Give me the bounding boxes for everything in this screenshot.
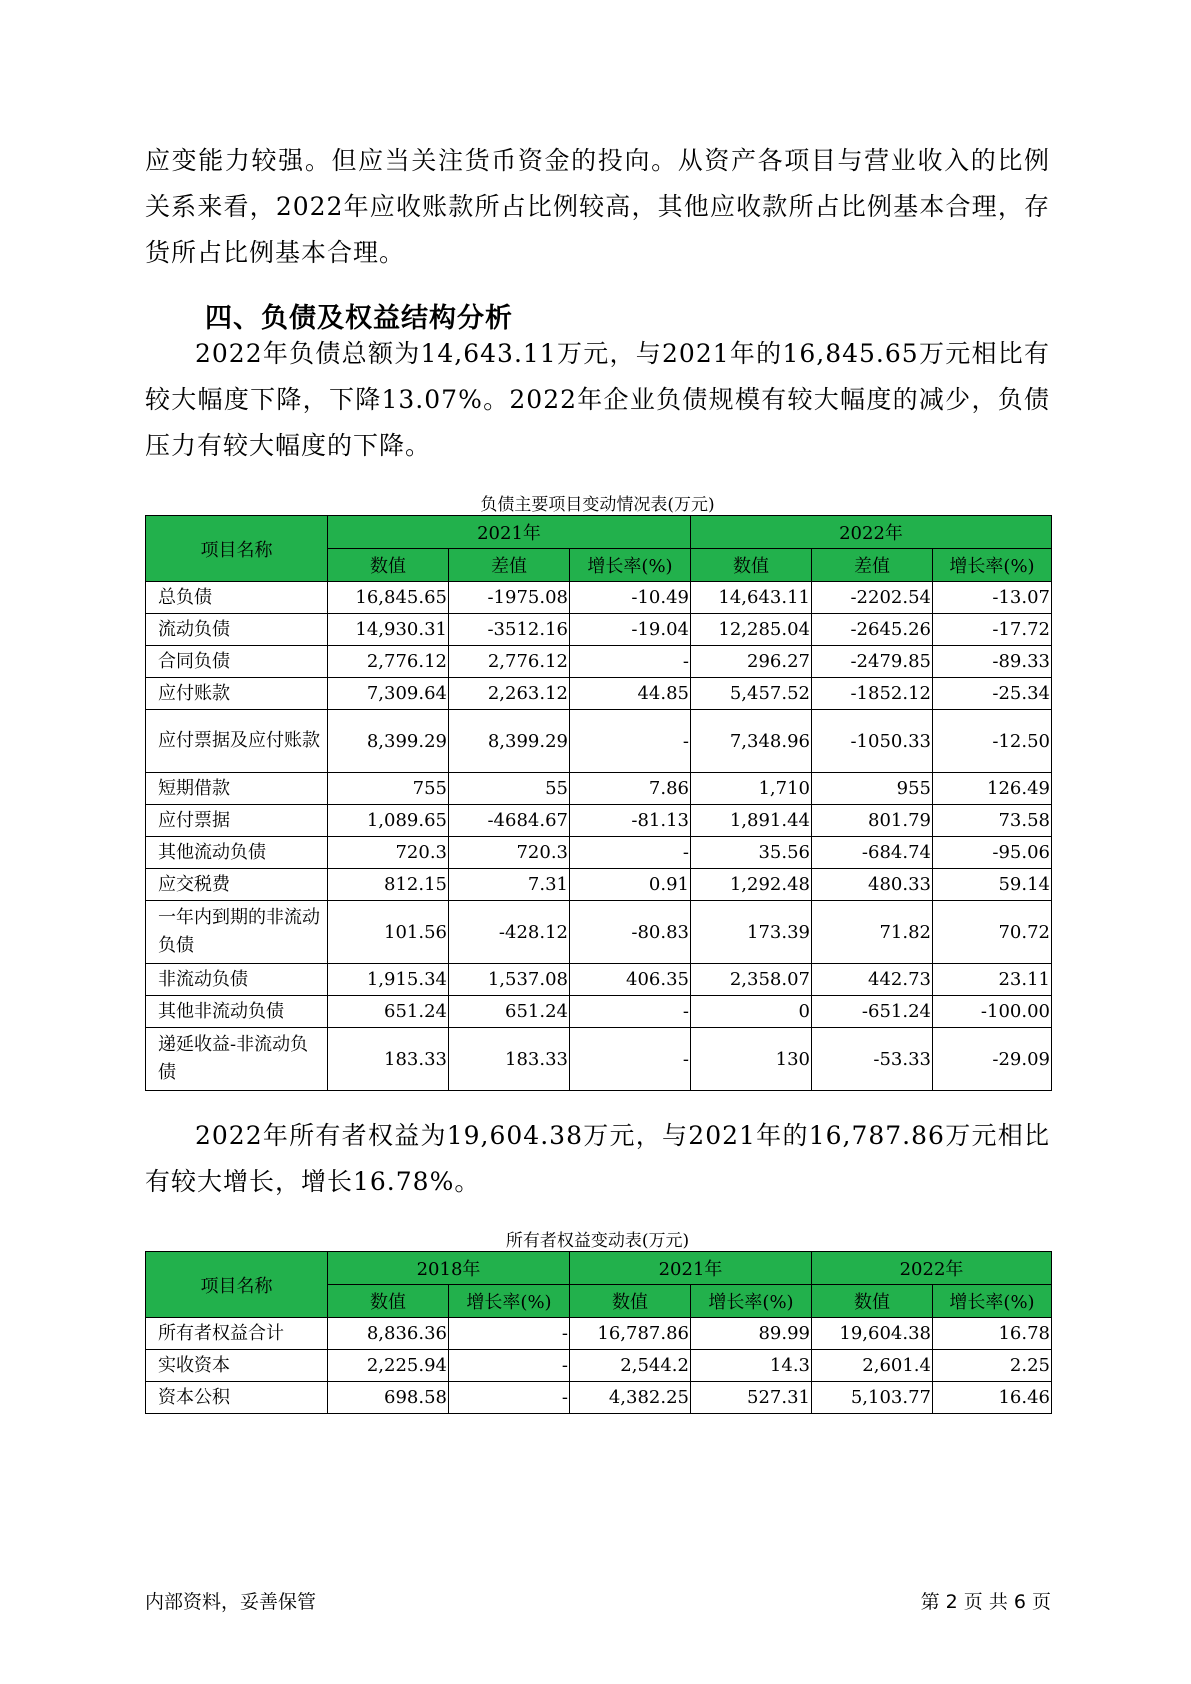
table-cell: - bbox=[449, 1350, 570, 1382]
table-cell: 296.27 bbox=[691, 646, 812, 678]
table-cell: 7,309.64 bbox=[328, 678, 449, 710]
table-cell: - bbox=[570, 837, 691, 869]
row-label: 所有者权益合计 bbox=[146, 1318, 328, 1350]
sub-header: 差值 bbox=[449, 549, 570, 582]
table-cell: 527.31 bbox=[691, 1382, 812, 1414]
row-label: 非流动负债 bbox=[146, 964, 328, 996]
table-cell: 1,915.34 bbox=[328, 964, 449, 996]
liability-paragraph: 2022年负债总额为14,643.11万元，与2021年的16,845.65万元相比有较大幅度下降，下降13.07%。2022年企业负债规模有较大幅度的减少，负债压力有较大幅度的下降。 bbox=[145, 339, 1050, 460]
row-label: 应付票据及应付账款 bbox=[146, 710, 328, 773]
sub-header: 增长率(%) bbox=[933, 549, 1052, 582]
table-cell: -1852.12 bbox=[812, 678, 933, 710]
table-cell: 720.3 bbox=[328, 837, 449, 869]
footer-page-number: 第 2 页 共 6 页 bbox=[920, 1591, 1051, 1613]
table-cell: 59.14 bbox=[933, 869, 1052, 901]
table-cell: - bbox=[570, 646, 691, 678]
table-cell: -89.33 bbox=[933, 646, 1052, 678]
table-cell: -25.34 bbox=[933, 678, 1052, 710]
row-label: 资本公积 bbox=[146, 1382, 328, 1414]
table-cell: 698.58 bbox=[328, 1382, 449, 1414]
table-row bbox=[146, 837, 1052, 869]
sub-header: 增长率(%) bbox=[691, 1285, 812, 1318]
table-cell: 442.73 bbox=[812, 964, 933, 996]
table-row bbox=[146, 805, 1052, 837]
name-header: 项目名称 bbox=[146, 1252, 328, 1318]
table-cell: 480.33 bbox=[812, 869, 933, 901]
row-label: 应付票据 bbox=[146, 805, 328, 837]
table-cell: 2,544.2 bbox=[570, 1350, 691, 1382]
sub-header: 数值 bbox=[691, 549, 812, 582]
sub-header: 数值 bbox=[570, 1285, 691, 1318]
table-cell: 2,601.4 bbox=[812, 1350, 933, 1382]
table-row bbox=[146, 996, 1052, 1028]
table-cell: - bbox=[449, 1382, 570, 1414]
table-cell: -19.04 bbox=[570, 614, 691, 646]
table-row bbox=[146, 678, 1052, 710]
year-header: 2022年 bbox=[812, 1252, 1052, 1285]
row-label: 总负债 bbox=[146, 582, 328, 614]
table-row bbox=[146, 869, 1052, 901]
table-cell: -651.24 bbox=[812, 996, 933, 1028]
table-cell: 651.24 bbox=[449, 996, 570, 1028]
table-cell: -3512.16 bbox=[449, 614, 570, 646]
table-cell: 1,891.44 bbox=[691, 805, 812, 837]
table-cell: 14,930.31 bbox=[328, 614, 449, 646]
row-label: 一年内到期的非流动负债 bbox=[146, 901, 328, 964]
table-cell: 812.15 bbox=[328, 869, 449, 901]
table-cell: - bbox=[449, 1318, 570, 1350]
table-cell: -29.09 bbox=[933, 1028, 1052, 1091]
table-cell: 70.72 bbox=[933, 901, 1052, 964]
row-label: 合同负债 bbox=[146, 646, 328, 678]
table-cell: 16,845.65 bbox=[328, 582, 449, 614]
table-cell: -2645.26 bbox=[812, 614, 933, 646]
table-cell: 2,225.94 bbox=[328, 1350, 449, 1382]
table-cell: 173.39 bbox=[691, 901, 812, 964]
table-cell: 755 bbox=[328, 773, 449, 805]
table-row bbox=[146, 773, 1052, 805]
table-row bbox=[146, 614, 1052, 646]
table-cell: 0 bbox=[691, 996, 812, 1028]
table-cell: 16.46 bbox=[933, 1382, 1052, 1414]
intro-paragraph: 应变能力较强。但应当关注货币资金的投向。从资产各项目与营业收入的比例关系来看，2022年应收账款所占比例较高，其他应收款所占比例基本合理，存货所占比例基本合理。 bbox=[145, 146, 1050, 267]
table-cell: 2,776.12 bbox=[449, 646, 570, 678]
table-cell: 2.25 bbox=[933, 1350, 1052, 1382]
table-row bbox=[146, 646, 1052, 678]
table-cell: 126.49 bbox=[933, 773, 1052, 805]
footer-confidential-note: 内部资料，妥善保管 bbox=[145, 1591, 317, 1613]
table-cell: -95.06 bbox=[933, 837, 1052, 869]
year-header: 2021年 bbox=[328, 516, 691, 549]
sub-header: 数值 bbox=[812, 1285, 933, 1318]
table-cell: - bbox=[570, 1028, 691, 1091]
table-cell: 7.86 bbox=[570, 773, 691, 805]
table-cell: 8,836.36 bbox=[328, 1318, 449, 1350]
table-cell: 16.78 bbox=[933, 1318, 1052, 1350]
table-cell: -53.33 bbox=[812, 1028, 933, 1091]
row-label: 应交税费 bbox=[146, 869, 328, 901]
table-cell: 955 bbox=[812, 773, 933, 805]
equity-paragraph: 2022年所有者权益为19,604.38万元，与2021年的16,787.86万元相比有较大增长，增长16.78%。 bbox=[145, 1121, 1050, 1196]
table-cell: 101.56 bbox=[328, 901, 449, 964]
row-label: 流动负债 bbox=[146, 614, 328, 646]
table-cell: 14.3 bbox=[691, 1350, 812, 1382]
year-header: 2022年 bbox=[691, 516, 1052, 549]
table-cell: 183.33 bbox=[328, 1028, 449, 1091]
table-row bbox=[146, 964, 1052, 996]
table-cell: 35.56 bbox=[691, 837, 812, 869]
table-cell: -100.00 bbox=[933, 996, 1052, 1028]
table-cell: 2,358.07 bbox=[691, 964, 812, 996]
table-cell: 44.85 bbox=[570, 678, 691, 710]
table-cell: 5,103.77 bbox=[812, 1382, 933, 1414]
table-cell: -1975.08 bbox=[449, 582, 570, 614]
table-cell: 1,089.65 bbox=[328, 805, 449, 837]
table-cell: -17.72 bbox=[933, 614, 1052, 646]
table-cell: - bbox=[570, 710, 691, 773]
table-cell: 651.24 bbox=[328, 996, 449, 1028]
sub-header: 增长率(%) bbox=[449, 1285, 570, 1318]
table-cell: -12.50 bbox=[933, 710, 1052, 773]
row-label: 实收资本 bbox=[146, 1350, 328, 1382]
year-header: 2021年 bbox=[570, 1252, 812, 1285]
table-cell: -684.74 bbox=[812, 837, 933, 869]
table-cell: 1,710 bbox=[691, 773, 812, 805]
table-cell: -10.49 bbox=[570, 582, 691, 614]
table-cell: -4684.67 bbox=[449, 805, 570, 837]
table-row bbox=[146, 1318, 1052, 1350]
table-cell: 55 bbox=[449, 773, 570, 805]
table-cell: 7,348.96 bbox=[691, 710, 812, 773]
table-cell: 16,787.86 bbox=[570, 1318, 691, 1350]
row-label: 递延收益-非流动负债 bbox=[146, 1028, 328, 1091]
table-cell: -80.83 bbox=[570, 901, 691, 964]
name-header: 项目名称 bbox=[146, 516, 328, 582]
sub-header: 数值 bbox=[328, 1285, 449, 1318]
table-row bbox=[146, 710, 1052, 773]
sub-header: 差值 bbox=[812, 549, 933, 582]
table-cell: -2479.85 bbox=[812, 646, 933, 678]
liability-table-caption: 负债主要项目变动情况表(万元) bbox=[480, 495, 715, 515]
table-cell: 5,457.52 bbox=[691, 678, 812, 710]
table-cell: 14,643.11 bbox=[691, 582, 812, 614]
table-cell: -1050.33 bbox=[812, 710, 933, 773]
table-row bbox=[146, 1382, 1052, 1414]
table-row bbox=[146, 1028, 1052, 1091]
sub-header: 增长率(%) bbox=[933, 1285, 1052, 1318]
equity-table bbox=[145, 1251, 1052, 1414]
sub-header: 数值 bbox=[328, 549, 449, 582]
table-cell: 1,537.08 bbox=[449, 964, 570, 996]
table-cell: 720.3 bbox=[449, 837, 570, 869]
table-cell: 8,399.29 bbox=[328, 710, 449, 773]
row-label: 应付账款 bbox=[146, 678, 328, 710]
row-label: 其他流动负债 bbox=[146, 837, 328, 869]
table-cell: -428.12 bbox=[449, 901, 570, 964]
table-cell: 0.91 bbox=[570, 869, 691, 901]
table-cell: 12,285.04 bbox=[691, 614, 812, 646]
table-row bbox=[146, 901, 1052, 964]
table-cell: 183.33 bbox=[449, 1028, 570, 1091]
table-cell: -81.13 bbox=[570, 805, 691, 837]
table-cell: 19,604.38 bbox=[812, 1318, 933, 1350]
table-cell: 2,776.12 bbox=[328, 646, 449, 678]
table-cell: 1,292.48 bbox=[691, 869, 812, 901]
table-cell: 801.79 bbox=[812, 805, 933, 837]
equity-table-caption: 所有者权益变动表(万元) bbox=[505, 1231, 690, 1251]
table-row bbox=[146, 1350, 1052, 1382]
year-header: 2018年 bbox=[328, 1252, 570, 1285]
table-cell: 89.99 bbox=[691, 1318, 812, 1350]
table-cell: 130 bbox=[691, 1028, 812, 1091]
table-cell: 23.11 bbox=[933, 964, 1052, 996]
table-cell: -2202.54 bbox=[812, 582, 933, 614]
table-cell: 7.31 bbox=[449, 869, 570, 901]
row-label: 短期借款 bbox=[146, 773, 328, 805]
table-cell: 8,399.29 bbox=[449, 710, 570, 773]
table-cell: 406.35 bbox=[570, 964, 691, 996]
table-cell: 4,382.25 bbox=[570, 1382, 691, 1414]
sub-header: 增长率(%) bbox=[570, 549, 691, 582]
table-cell: -13.07 bbox=[933, 582, 1052, 614]
section-heading: 四、负债及权益结构分析 bbox=[205, 303, 513, 334]
table-cell: - bbox=[570, 996, 691, 1028]
liability-table bbox=[145, 515, 1052, 1091]
table-cell: 73.58 bbox=[933, 805, 1052, 837]
table-cell: 2,263.12 bbox=[449, 678, 570, 710]
row-label: 其他非流动负债 bbox=[146, 996, 328, 1028]
table-row bbox=[146, 582, 1052, 614]
table-cell: 71.82 bbox=[812, 901, 933, 964]
